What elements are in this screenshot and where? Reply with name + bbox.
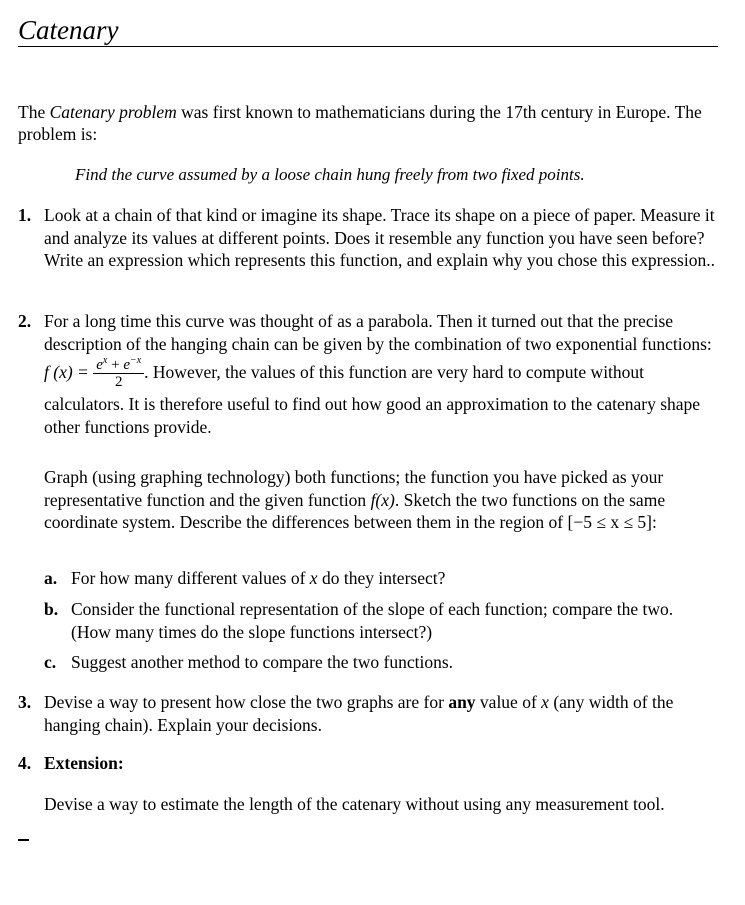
subquestion-a (44, 567, 714, 590)
graph-text: Graph (using graphing technology) both functions; the function you have picked as your representative function and the given function (44, 467, 664, 510)
question-3 (18, 691, 718, 736)
subquestion-text-part: do they intersect? (317, 568, 446, 588)
region-colon: : (652, 512, 657, 532)
question-number: 4. (18, 753, 32, 773)
subquestion-text: Suggest another method to compare the two functions. (71, 652, 454, 672)
extension-heading: Extension: (44, 753, 124, 773)
formula-exponent: −x (129, 355, 142, 366)
formula-numerator (93, 353, 144, 374)
intro-text-cont: was first known to mathematicians during the 17th century in Europe. The problem is: (18, 102, 702, 144)
formula-term: e (123, 357, 130, 373)
function-name: f(x) (370, 489, 395, 510)
formula-exponent: x (102, 355, 108, 366)
formula-denominator: 2 (114, 374, 123, 390)
question-text-part: For a long time this curve was thought of as a parabola. Then it turned out that the precise description of the hanging chain can be given by the combination of two exponential functions: (44, 311, 712, 354)
subquestion-text (71, 567, 714, 590)
emphasis-any: any (448, 692, 476, 712)
question-number: 1. (18, 205, 32, 225)
intro-paragraph (18, 101, 708, 145)
variable-x: x (541, 692, 549, 712)
intro-italic-term: Catenary problem (49, 102, 177, 122)
question-2 (18, 310, 718, 438)
variable-x: x (309, 568, 318, 588)
subquestion-b (44, 598, 714, 643)
graph-text: . Sketch the two functions on the same coordinate system. Describe the differences between them in the region of (44, 489, 666, 532)
formula-lhs: f (x) = (44, 362, 89, 383)
subquestion-text: Consider the functional representation of the slope of each function; compare the two. (How many times do the slope functions intersect?) (71, 599, 674, 642)
problem-statement: Find the curve assumed by a loose chain hung freely from two fixed points. (75, 165, 585, 184)
formula-term: e (96, 357, 103, 373)
region-interval: [−5 ≤ x ≤ 5] (567, 512, 652, 532)
subquestion-c (44, 651, 714, 674)
subquestion-letter: a. (44, 568, 58, 588)
question-4 (18, 752, 718, 775)
subquestion-text-part: For how many different values of (71, 568, 310, 588)
question-text-part: (any width of the hanging chain). Explain your decisions. (44, 692, 674, 735)
question-text-part: value of (475, 692, 542, 712)
question-text-part: . However, the values of this function are very hard to compute without calculators. It is therefore useful to find out how good an approximation to the catenary shape other functions provide. (44, 362, 701, 437)
question-text (44, 310, 718, 438)
question-text (44, 691, 718, 736)
subquestion-letter: c. (44, 652, 57, 672)
question-text: Look at a chain of that kind or imagine its shape. Trace its shape on a piece of paper. Measure it and analyze its values at different points. Does it resemble any function you have seen before? Write an expression which represents this function, and explain why you chose this expression.. (44, 205, 715, 270)
question-1 (18, 204, 718, 272)
catenary-formula (93, 353, 144, 391)
question-number: 2. (18, 311, 32, 331)
graph-instructions (44, 466, 714, 534)
subquestion-letter: b. (44, 599, 59, 619)
question-number: 3. (18, 692, 32, 712)
page-title: Catenary (18, 14, 718, 47)
intro-text: The (18, 102, 50, 122)
extension-text: Devise a way to estimate the length of the catenary without using any measurement tool. (44, 794, 665, 814)
formula-plus: + (107, 357, 124, 373)
question-text-part: Devise a way to present how close the two graphs are for (44, 692, 449, 712)
margin-mark (18, 839, 29, 841)
